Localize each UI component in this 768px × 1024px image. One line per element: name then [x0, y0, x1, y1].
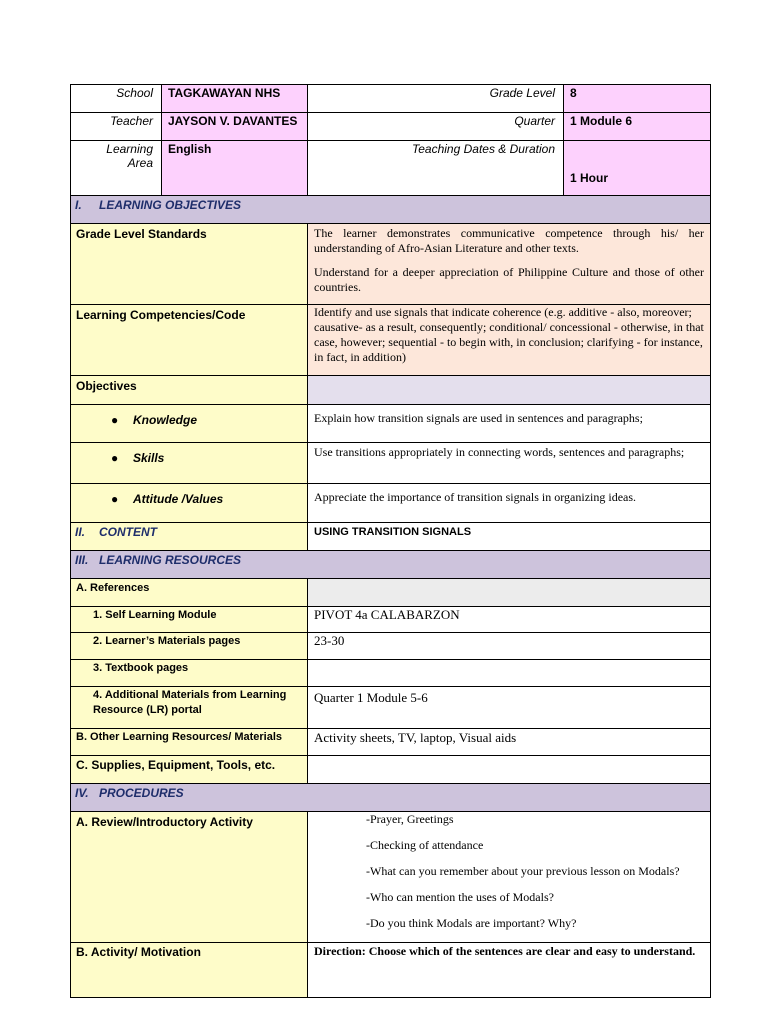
attitude-row [71, 484, 711, 523]
lesson-plan-table [70, 84, 711, 998]
bullet-icon: ● [111, 451, 119, 465]
objectives-value [308, 376, 711, 405]
learning-area-value: English [162, 141, 308, 196]
learning-area-row [71, 141, 711, 196]
other-resources-row [71, 729, 711, 756]
section-number: I. [75, 198, 82, 212]
other-resources-label: B. Other Learning Resources/ Materials [71, 729, 308, 756]
skills-label: Skills [133, 451, 165, 465]
standards-paragraph: The learner demonstrates communicative competence through his/ her understanding of Afro-Asian Literature and other texts. [314, 226, 704, 255]
other-resources-value: Activity sheets, TV, laptop, Visual aids [308, 729, 711, 756]
quarter-value: 1 Module 6 [564, 113, 711, 141]
teacher-label: Teacher [71, 113, 162, 141]
references-row [71, 579, 711, 607]
section-number: IV. [75, 786, 89, 800]
teaching-dates-label: Teaching Dates & Duration [308, 141, 564, 196]
supplies-row [71, 756, 711, 784]
school-row [71, 85, 711, 113]
textbook-pages-row [71, 660, 711, 687]
school-value: TAGKAWAYAN NHS [162, 85, 308, 113]
learners-materials-value: 23-30 [308, 633, 711, 660]
content-value: USING TRANSITION SIGNALS [308, 523, 711, 551]
quarter-label: Quarter [308, 113, 564, 141]
learning-competencies-text: Identify and use signals that indicate coherence (e.g. additive - also, moreover; causative- as a result, consequently; conditional/ concessional - otherwise, in that case, however; sequential - to begin with, in conclusion; clarifying - for instance, in fact, in addition) [308, 305, 711, 376]
list-item: -Do you think Modals are important? Why? [366, 916, 577, 930]
activity-motivation-text: Direction: Choose which of the sentences are clear and easy to understand. [308, 943, 711, 998]
school-label: School [71, 85, 162, 113]
learning-competencies-label: Learning Competencies/Code [71, 305, 308, 376]
knowledge-label: Knowledge [133, 413, 198, 427]
learners-materials-label: 2. Learner’s Materials pages [71, 633, 308, 660]
knowledge-row [71, 405, 711, 443]
self-learning-module-label: 1. Self Learning Module [71, 607, 308, 633]
objectives-row [71, 376, 711, 405]
review-activity-label: A. Review/Introductory Activity [71, 812, 308, 943]
attitude-label: Attitude /Values [133, 492, 224, 506]
supplies-value [308, 756, 711, 784]
section-procedures [71, 784, 711, 812]
learners-materials-row [71, 633, 711, 660]
review-activity-row [71, 812, 711, 943]
attitude-text: Appreciate the importance of transition signals in organizing ideas. [308, 484, 711, 523]
textbook-pages-value [308, 660, 711, 687]
references-label: A. References [71, 579, 308, 607]
self-learning-module-value: PIVOT 4a CALABARZON [308, 607, 711, 633]
knowledge-text: Explain how transition signals are used in sentences and paragraphs; [308, 405, 711, 443]
activity-motivation-row [71, 943, 711, 998]
grade-level-standards-row [71, 224, 711, 305]
skills-text: Use transitions appropriately in connecting words, sentences and paragraphs; [308, 443, 711, 484]
list-item: -Prayer, Greetings [366, 812, 454, 826]
additional-materials-label: 4. Additional Materials from Learning Resource (LR) portal [71, 687, 308, 729]
lesson-plan-sheet [70, 84, 710, 998]
section-title: CONTENT [99, 525, 157, 539]
bullet-icon: ● [111, 413, 119, 427]
list-item: -Checking of attendance [366, 838, 484, 852]
additional-materials-row [71, 687, 711, 729]
activity-motivation-label: B. Activity/ Motivation [71, 943, 308, 998]
standards-paragraph: Understand for a deeper appreciation of Philippine Culture and those of other countries. [314, 265, 704, 294]
section-learning-resources [71, 551, 711, 579]
learning-competencies-row [71, 305, 711, 376]
objectives-label: Objectives [71, 376, 308, 405]
list-item: -Who can mention the uses of Modals? [366, 890, 554, 904]
list-item: -What can you remember about your previous lesson on Modals? [366, 864, 680, 878]
section-learning-objectives [71, 196, 711, 224]
skills-row [71, 443, 711, 484]
grade-level-standards-label: Grade Level Standards [71, 224, 308, 305]
additional-materials-value: Quarter 1 Module 5-6 [308, 687, 711, 729]
textbook-pages-label: 3. Textbook pages [71, 660, 308, 687]
section-number: II. [75, 525, 86, 539]
teacher-row [71, 113, 711, 141]
section-number: III. [75, 553, 89, 567]
teacher-value: JAYSON V. DAVANTES [162, 113, 308, 141]
section-title: PROCEDURES [99, 786, 184, 800]
section-content [71, 523, 711, 551]
review-activity-list [308, 812, 711, 943]
section-title: LEARNING RESOURCES [99, 553, 242, 567]
grade-level-value: 8 [564, 85, 711, 113]
grade-level-label: Grade Level [308, 85, 564, 113]
references-value [308, 579, 711, 607]
grade-level-standards-text [308, 224, 711, 305]
section-title: LEARNING OBJECTIVES [99, 198, 242, 212]
self-learning-module-row [71, 607, 711, 633]
learning-area-label: Learning Area [71, 141, 162, 196]
bullet-icon: ● [111, 492, 119, 506]
teaching-dates-value: 1 Hour [564, 141, 711, 196]
supplies-label: C. Supplies, Equipment, Tools, etc. [71, 756, 308, 784]
